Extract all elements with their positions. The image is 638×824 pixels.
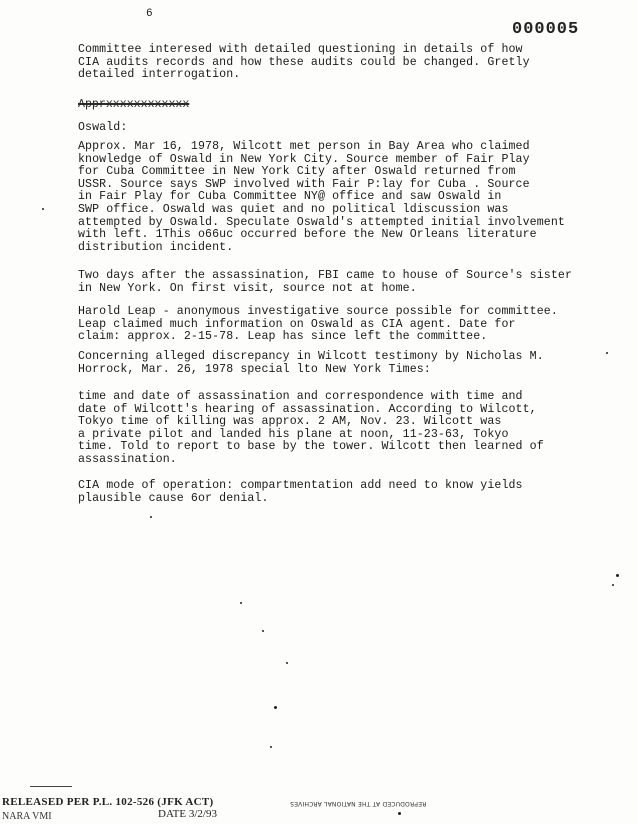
paragraph-committee: Committee interesed with detailed questioning in details of how CIA audits records and how these audits could be changed. Gretly detailed interrogation. [78,43,530,82]
paragraph-cia-mode: CIA mode of operation: compartmentation add need to know yields plausible cause 6or denial. [78,479,523,505]
nara-mark: NARA VMI [2,811,52,822]
scan-speck [616,574,619,577]
scan-speck [286,662,288,664]
scan-speck [274,706,277,709]
scan-speck [270,746,272,748]
scan-speck [150,516,152,518]
scan-speck [398,812,401,815]
struck-out-text: Apprxxxxxxxxxxxx [78,98,190,111]
paragraph-horrock: Concerning alleged discrepancy in Wilcott testimony by Nicholas M. Horrock, Mar. 26, 1978 special lto New York Times: [78,350,544,376]
scan-speck [612,584,614,586]
footer-rule [30,786,72,787]
scan-speck [262,630,264,632]
scan-speck [240,602,242,604]
scan-speck [606,352,608,354]
release-notice: RELEASED PER P.L. 102-526 (JFK ACT) [2,796,214,808]
page-number: 6 [146,8,153,20]
document-number: 000005 [512,20,580,39]
section-heading-oswald: Oswald: [78,121,128,134]
scan-speck [42,208,44,210]
release-date: DATE 3/2/93 [158,808,217,820]
archives-stamp: REPRODUCED AT THE NATIONAL ARCHIVES [290,800,427,807]
paragraph-harold-leap: Harold Leap - anonymous investigative source possible for committee. Leap claimed much information on Oswald as CIA agent. Date for claim: approx. 2-15-78. Leap has since left the committee. [78,305,558,344]
paragraph-fbi-visit: Two days after the assassination, FBI came to house of Source's sister in New York. On first visit, source not at home. [78,269,573,295]
paragraph-source: Approx. Mar 16, 1978, Wilcott met person in Bay Area who claimed knowledge of Oswald in New York City. Source member of Fair Play for Cuba Committee in New York City after Oswald returned from USSR. Source says SWP involved with Fair P:lay for Cuba . Source in Fair Play for Cuba Committee NY@ office and saw Oswald in SWP office. Oswald was quiet and no political ldiscussion was attempted by Oswald. Speculate Oswald's attempted initial involvement with left. 1This o66uc occurred before the New Orleans literature distribution incident. [78,140,565,254]
paragraph-timing: time and date of assassination and correspondence with time and date of Wilcott's hearing of assassination. According to Wilcott, Tokyo time of killing was approx. 2 AM, Nov. 23. Wilcott was a private pilot and landed his plane at noon, 11-23-63, Tokyo time. Told to report to base by the tower. Wilcott then learned of assassination. [78,390,544,466]
